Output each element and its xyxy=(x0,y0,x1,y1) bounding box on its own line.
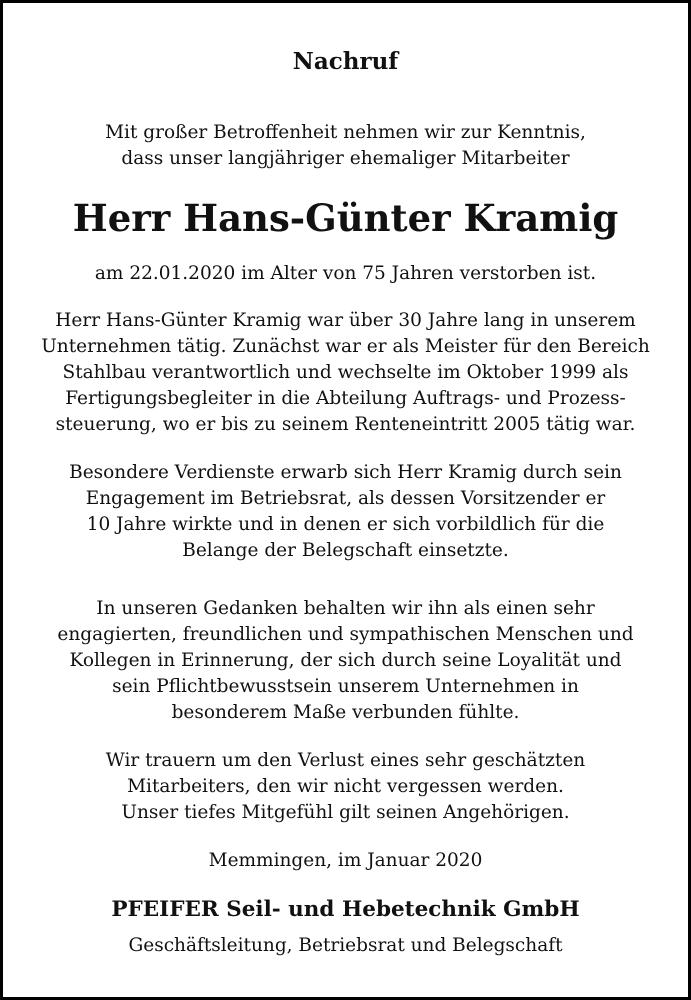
paragraph-mourning-line: Unser tiefes Mitgefühl gilt seinen Angehörigen. xyxy=(121,802,570,823)
paragraph-merits-line: Besondere Verdienste erwarb sich Herr Kramig durch sein xyxy=(69,462,622,483)
paragraph-remembrance-line: Kollegen in Erinnerung, der sich durch seine Loyalität und xyxy=(69,650,622,671)
paragraph-mourning-line: Wir trauern um den Verlust eines sehr geschätzten xyxy=(105,750,586,771)
intro-line: Mit großer Betroffenheit nehmen wir zur Kenntnis, xyxy=(105,122,586,143)
paragraph-merits-line: Engagement im Betriebsrat, als dessen Vorsitzender er xyxy=(85,488,606,509)
paragraph-merits-line: Belange der Belegschaft einsetzte. xyxy=(182,540,509,561)
notice-heading: Nachruf xyxy=(292,48,399,75)
paragraph-remembrance-line: In unseren Gedanken behalten wir ihn als einen sehr xyxy=(96,598,595,619)
paragraph-mourning-line: Mitarbeiters, den wir nicht vergessen werden. xyxy=(127,776,564,797)
paragraph-career-line: Unternehmen tätig. Zunächst war er als Meister für den Bereich xyxy=(41,336,650,357)
paragraph-merits-line: 10 Jahre wirkte und in denen er sich vorbildlich für die xyxy=(86,514,605,535)
paragraph-career-line: Fertigungsbegleiter in die Abteilung Auftrags- und Prozess- xyxy=(65,388,626,409)
death-date-line: am 22.01.2020 im Alter von 75 Jahren verstorben ist. xyxy=(94,263,597,284)
paragraph-remembrance-line: sein Pflichtbewusstsein unserem Unternehmen in xyxy=(112,676,579,697)
paragraph-career-line: steuerung, wo er bis zu seinem Renteneintritt 2005 tätig war. xyxy=(55,414,636,435)
paragraph-career-line: Stahlbau verantwortlich und wechselte im Oktober 1999 als xyxy=(62,362,629,383)
company-name: PFEIFER Seil- und Hebetechnik GmbH xyxy=(111,897,580,922)
deceased-name: Herr Hans-Günter Kramig xyxy=(72,196,619,240)
intro-line: dass unser langjähriger ehemaliger Mitarbeiter xyxy=(121,148,570,169)
place-date: Memmingen, im Januar 2020 xyxy=(208,850,483,871)
paragraph-career-line: Herr Hans-Günter Kramig war über 30 Jahre lang in unserem xyxy=(55,310,636,331)
paragraph-remembrance-line: engagierten, freundlichen und sympathischen Menschen und xyxy=(57,624,634,645)
paragraph-remembrance-line: besonderem Maße verbunden fühlte. xyxy=(171,702,520,723)
signatories: Geschäftsleitung, Betriebsrat und Belegschaft xyxy=(128,935,563,956)
